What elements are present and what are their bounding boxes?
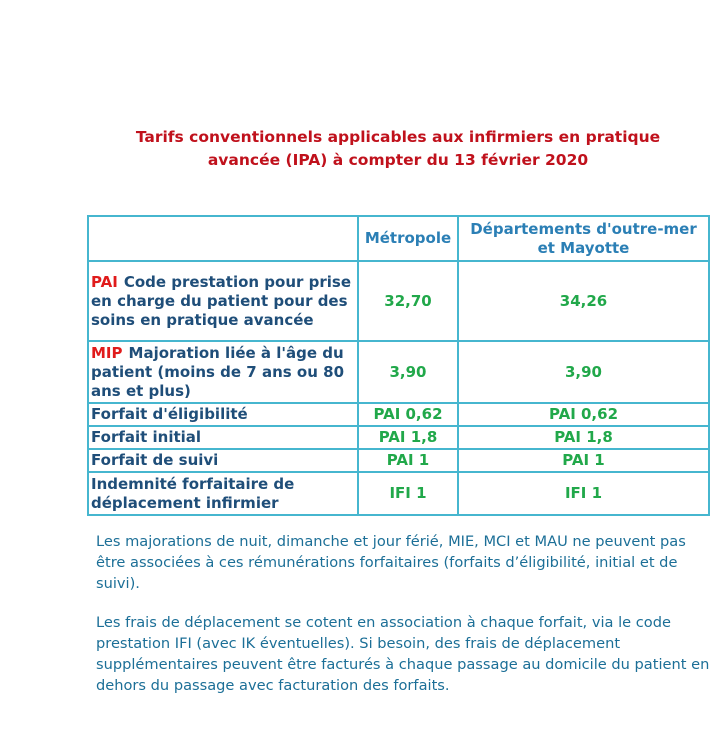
tarifs-table — [87, 215, 710, 516]
row-code: PAI — [91, 272, 118, 291]
table-row — [88, 472, 709, 515]
table-row — [88, 449, 709, 472]
metropole-value: IFI 1 — [358, 472, 458, 515]
table-row — [88, 426, 709, 449]
metropole-value: PAI 1,8 — [358, 426, 458, 449]
row-code: MIP — [91, 343, 123, 362]
title-line-2: avancée (IPA) à compter du 13 février 2020 — [207, 151, 589, 169]
notes-2 — [96, 612, 716, 696]
title-line-1: Tarifs conventionnels applicables aux infirmiers en pratique — [135, 128, 661, 146]
row-label-cell: Forfait de suivi — [88, 449, 358, 472]
outremer-value: IFI 1 — [458, 472, 709, 515]
outremer-value: PAI 0,62 — [458, 403, 709, 426]
row-label: Code prestation pour prise en charge du patient pour des soins en pratique avancée — [91, 272, 352, 329]
notes-1 — [96, 531, 716, 594]
metropole-value: 32,70 — [358, 261, 458, 341]
metropole-value: PAI 1 — [358, 449, 458, 472]
note-paragraph-1: Les majorations de nuit, dimanche et jour férié, MIE, MCI et MAU ne peuvent pas être associées à ces rémunérations forfaitaires (forfaits d’éligibilité, initial et de suivi). — [96, 533, 686, 592]
table-row — [88, 261, 709, 341]
row-label: Majoration liée à l'âge du patient (moins de 7 ans ou 80 ans et plus) — [91, 343, 345, 400]
outremer-value: PAI 1,8 — [458, 426, 709, 449]
row-label-cell — [88, 261, 358, 341]
outremer-value: PAI 1 — [458, 449, 709, 472]
table-header-row — [88, 216, 709, 261]
row-label-cell: Forfait d'éligibilité — [88, 403, 358, 426]
header-cell-outremer: Départements d'outre-mer et Mayotte — [458, 216, 709, 261]
row-label-cell: Forfait initial — [88, 426, 358, 449]
outremer-value: 34,26 — [458, 261, 709, 341]
row-label-cell: Indemnité forfaitaire de déplacement infirmier — [88, 472, 358, 515]
header-cell-empty — [88, 216, 358, 261]
metropole-value: 3,90 — [358, 341, 458, 403]
outremer-value: 3,90 — [458, 341, 709, 403]
metropole-value: PAI 0,62 — [358, 403, 458, 426]
header-cell-metropole: Métropole — [358, 216, 458, 261]
row-label-cell — [88, 341, 358, 403]
page-title — [0, 126, 726, 172]
table-row — [88, 341, 709, 403]
note-paragraph-2: Les frais de déplacement se cotent en association à chaque forfait, via le code prestation IFI (avec IK éventuelles). Si besoin, des frais de déplacement supplémentaires peuvent être facturés à chaque passage au domicile du patient en dehors du passage avec facturation des forfaits. — [96, 614, 710, 694]
table-row — [88, 403, 709, 426]
